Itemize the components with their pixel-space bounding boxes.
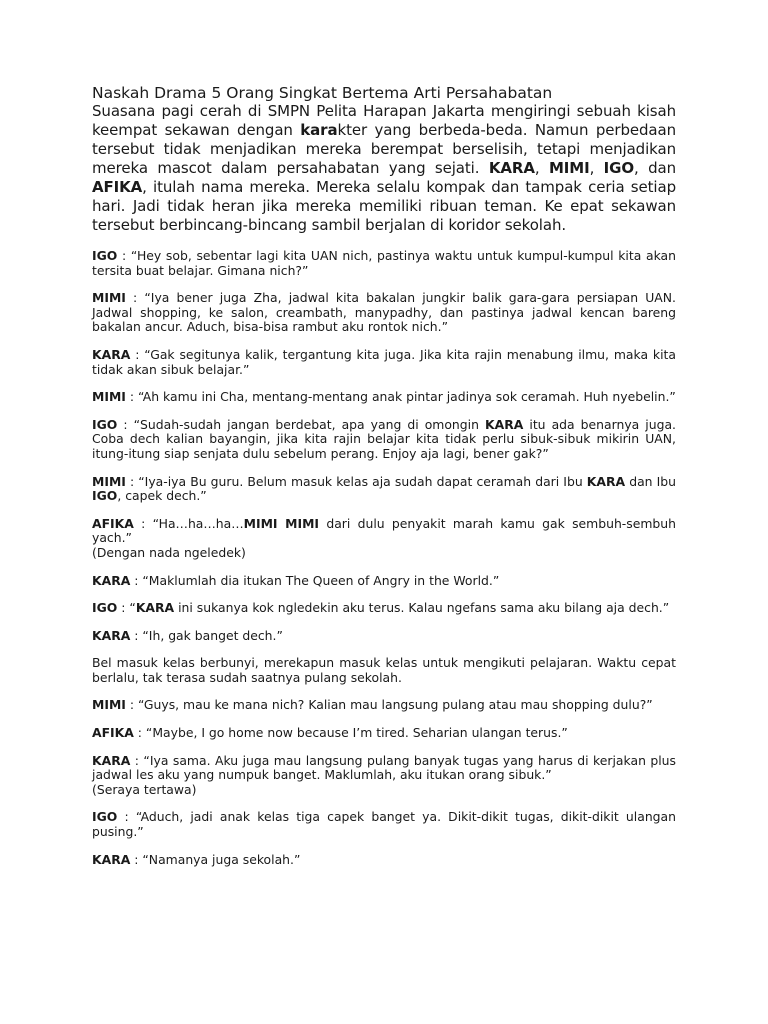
- text-run: kter yang berbeda-beda. Namun perbedaan tersebut tidak menjadikan mereka berempat berselisih, tetapi menjadikan mereka mascot dalam persahabatan yang sejati.: [92, 121, 676, 177]
- text-run: “Sudah-sudah jangan berdebat, apa yang di omongin: [133, 416, 485, 432]
- bold-name: MIMI MIMI: [243, 515, 320, 531]
- narration-line: [92, 656, 676, 685]
- document-page: [92, 84, 676, 880]
- text-run: , itulah nama mereka. Mereka selalu kompak dan tampak ceria setiap hari. Jadi tidak heran jika mereka memiliki ribuan teman. Ke epat sekawan tersebut berbincang-bincang sambil berjalan di koridor sekolah.: [92, 178, 676, 234]
- dialogue-line: MIMI : “Guys, mau ke mana nich? Kalian mau langsung pulang atau mau shopping dulu?”: [92, 697, 653, 713]
- dialogue-line: IGO : “Aduch, jadi anak kelas tiga capek banget ya. Dikit-dikit tugas, dikit-dikit ulangan pusing.”: [92, 809, 676, 840]
- bold-name: KARA: [485, 416, 524, 432]
- text-run: “Iya-iya Bu guru. Belum masuk kelas aja sudah dapat ceramah dari Ibu: [138, 473, 587, 489]
- bold-name: MIMI: [548, 159, 590, 177]
- text-run: “Gak segitunya kalik, tergantung kita juga. Jika kita rajin menabung ilmu, maka kita tidak akan sibuk belajar.”: [92, 346, 676, 377]
- dialogue-line: KARA : “Iya sama. Aku juga mau langsung pulang banyak tugas yang harus di kerjakan plus jadwal les aku yang numpuk banget. Maklumlah, aku itukan orang sibuk.” (Seraya tertawa): [92, 752, 676, 797]
- dialogue-line: KARA : “Gak segitunya kalik, tergantung kita juga. Jika kita rajin menabung ilmu, maka kita tidak akan sibuk belajar.”: [92, 346, 676, 377]
- text-run: ,: [534, 159, 549, 177]
- bold-name: IGO: [603, 159, 635, 177]
- speaker-name: AFIKA: [92, 515, 134, 531]
- bold-name: AFIKA: [92, 178, 143, 196]
- dialogue-line: KARA : “Ih, gak banget dech.”: [92, 627, 283, 643]
- dialogue-line: IGO : “Sudah-sudah jangan berdebat, apa yang di omongin KARA itu ada benarnya juga. Coba dech kalian bayangin, jika kita rajin belajar kita tidak perlu sibuk-sibuk mikirin UAN, itung-itung siap senjata dulu sebelum perang. Enjoy aja lagi, bener gak?”: [92, 416, 676, 461]
- dialogue-line: AFIKA : “Ha…ha…ha…MIMI MIMI dari dulu penyakit marah kamu gak sembuh-sembuh yach.” (Dengan nada ngeledek): [92, 515, 676, 560]
- text-run: itu ada benarnya juga. Coba dech kalian bayangin, jika kita rajin belajar kita tidak perlu sibuk-sibuk mikirin UAN, itung-itung siap senjata dulu sebelum perang. Enjoy aja lagi, bener gak?”: [92, 416, 676, 461]
- text-run: , dan: [634, 159, 677, 177]
- text-run: “Maklumlah dia itukan The Queen of Angry in the World.”: [142, 572, 500, 588]
- speaker-name: IGO: [92, 600, 118, 616]
- text-run: “Ih, gak banget dech.”: [142, 627, 283, 643]
- dialogue-list: [92, 249, 676, 867]
- speaker-name: KARA: [92, 851, 131, 867]
- dialogue-line: AFIKA : “Maybe, I go home now because I’m tired. Seharian ulangan terus.”: [92, 725, 568, 741]
- text-run: , capek dech.”: [117, 488, 207, 504]
- speaker-name: MIMI: [92, 697, 126, 713]
- speaker-name: KARA: [92, 627, 131, 643]
- bold-name: KARA: [135, 600, 175, 616]
- text-run: dari dulu penyakit marah kamu gak sembuh-sembuh yach.”: [92, 515, 676, 546]
- bold-name: KARA: [586, 473, 626, 489]
- document-title: Naskah Drama 5 Orang Singkat Bertema Arti Persahabatan: [92, 84, 553, 102]
- stage-direction: (Dengan nada ngeledek): [92, 544, 246, 560]
- bold-name: kara: [300, 121, 338, 139]
- text-run: “Hey sob, sebentar lagi kita UAN nich, pastinya waktu untuk kumpul-kumpul kita akan tersita buat belajar. Gimana nich?”: [92, 248, 676, 278]
- text-run: “Namanya juga sekolah.”: [142, 851, 301, 867]
- text-run: “Guys, mau ke mana nich? Kalian mau langsung pulang atau mau shopping dulu?”: [137, 697, 653, 713]
- intro-paragraph: [92, 102, 676, 235]
- speaker-name: MIMI: [92, 389, 126, 405]
- stage-direction: (Seraya tertawa): [92, 781, 197, 797]
- speaker-name: KARA: [92, 572, 131, 588]
- speaker-name: IGO: [92, 248, 118, 263]
- dialogue-line: MIMI : “Iya bener juga Zha, jadwal kita bakalan jungkir balik gara-gara persiapan UAN. Jadwal shopping, ke salon, creambath, manypadhy, dan pastinya jadwal kencan bareng bakalan ancur. Aduch, bisa-bisa rambut aku rontok nich.”: [92, 290, 676, 335]
- speaker-name: AFIKA: [92, 725, 134, 741]
- text-run: “Aduch, jadi anak kelas tiga capek banget ya. Dikit-dikit tugas, dikit-dikit ulangan pusing.”: [92, 809, 676, 840]
- speaker-name: MIMI: [92, 290, 126, 306]
- text-run: “Ha…ha…ha…: [152, 515, 244, 531]
- text-run: Suasana pagi cerah di SMPN Pelita Harapan Jakarta mengiringi sebuah kisah keempat sekawan dengan: [92, 102, 676, 139]
- dialogue-line: KARA : “Namanya juga sekolah.”: [92, 851, 301, 867]
- text-run: ,: [589, 159, 604, 177]
- text-run: “Iya sama. Aku juga mau langsung pulang banyak tugas yang harus di kerjakan plus jadwal les aku yang numpuk banget. Maklumlah, aku itukan orang sibuk.”: [92, 752, 676, 783]
- text-run: “Ah kamu ini Cha, mentang-mentang anak pintar jadinya sok ceramah. Huh nyebelin.”: [137, 389, 676, 405]
- speaker-name: MIMI: [92, 473, 126, 489]
- speaker-name: IGO: [92, 809, 118, 825]
- speaker-name: KARA: [92, 752, 131, 768]
- text-run: ini sukanya kok ngledekin aku terus. Kalau ngefans sama aku bilang aja dech.”: [174, 600, 670, 616]
- text-run: Bel masuk kelas berbunyi, merekapun masuk kelas untuk mengikuti pelajaran. Waktu cepat berlalu, tak terasa sudah saatnya pulang sekolah.: [92, 655, 676, 685]
- dialogue-line: IGO : “KARA ini sukanya kok ngledekin aku terus. Kalau ngefans sama aku bilang aja dech.”: [92, 600, 670, 616]
- speaker-name: KARA: [92, 346, 131, 362]
- dialogue-line: MIMI : “Iya-iya Bu guru. Belum masuk kelas aja sudah dapat ceramah dari Ibu KARA dan Ibu IGO, capek dech.”: [92, 473, 676, 504]
- bold-name: KARA: [488, 159, 535, 177]
- dialogue-line: KARA : “Maklumlah dia itukan The Queen of Angry in the World.”: [92, 572, 500, 588]
- text-run: “: [129, 600, 136, 616]
- bold-name: IGO: [92, 488, 118, 504]
- text-run: dan Ibu: [625, 473, 676, 489]
- dialogue-line: MIMI : “Ah kamu ini Cha, mentang-mentang anak pintar jadinya sok ceramah. Huh nyebelin.”: [92, 389, 676, 405]
- speaker-name: IGO: [92, 416, 118, 432]
- dialogue-line: IGO : “Hey sob, sebentar lagi kita UAN nich, pastinya waktu untuk kumpul-kumpul kita akan tersita buat belajar. Gimana nich?”: [92, 248, 676, 278]
- text-run: “Iya bener juga Zha, jadwal kita bakalan jungkir balik gara-gara persiapan UAN. Jadwal shopping, ke salon, creambath, manypadhy, dan pastinya jadwal kencan bareng bakalan ancur. Aduch, bisa-bisa rambut aku rontok nich.”: [92, 290, 676, 335]
- text-run: “Maybe, I go home now because I’m tired. Seharian ulangan terus.”: [145, 725, 568, 741]
